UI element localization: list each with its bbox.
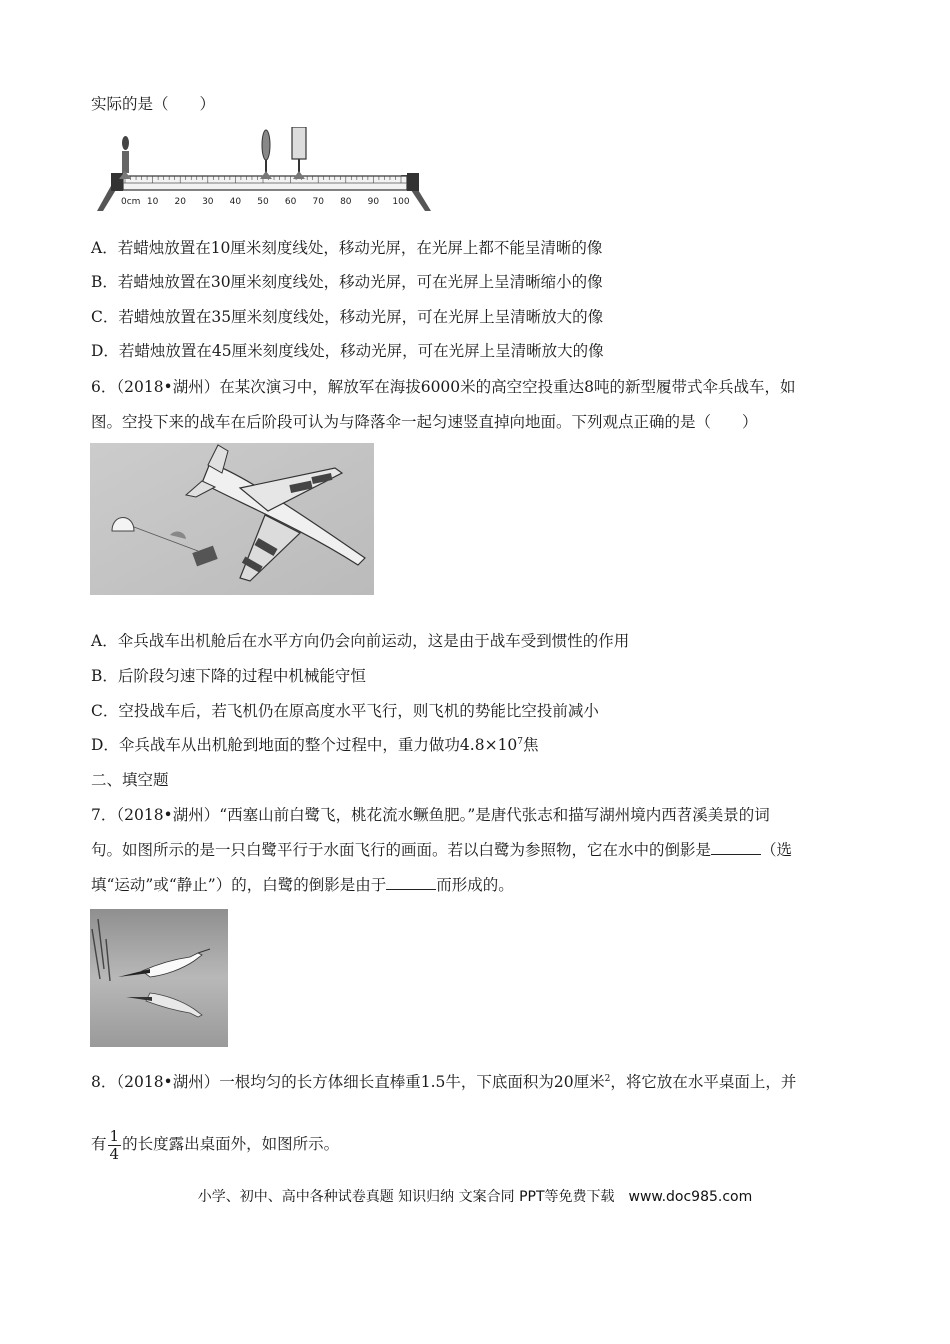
page-footer: 小学、初中、高中各种试卷真题 知识归纳 文案合同 PPT等免费下载 www.doc985.com — [197, 1189, 753, 1205]
q5-stem-tail: 实际的是（ ） — [91, 95, 216, 113]
bench-tick-label: 50 — [257, 197, 269, 207]
q7-stem-line2: 句。如图所示的是一只白鹭平行于水面飞行的画面。若以白鹭为参照物，它在水中的倒影是 （选 — [91, 841, 793, 859]
egret-photo — [90, 909, 228, 1047]
section-heading: 二、填空题 — [91, 771, 169, 789]
answer-blank-1[interactable] — [711, 840, 761, 855]
bench-tick-label: 90 — [367, 197, 380, 207]
q5-option-d: D．若蜡烛放置在45厘米刻度线处，移动光屏，可在光屏上呈清晰放大的像 — [91, 342, 604, 360]
bench-tick-label: 20 — [174, 197, 186, 207]
q6-option-b: B．后阶段匀速下降的过程中机械能守恒 — [91, 667, 366, 685]
q6-option-d: D．伞兵战车从出机舱到地面的整个过程中，重力做功$4.8\times 10^7$焦 — [91, 736, 539, 754]
optical-bench-figure — [95, 127, 435, 213]
q6-option-c: C．空投战车后，若飞机仍在原高度水平飞行，则飞机的势能比空投前减小 — [91, 702, 599, 720]
answer-blank-2[interactable] — [386, 875, 436, 890]
bench-tick-label: 70 — [312, 197, 324, 207]
q6-option-a: A．伞兵战车出机舱后在水平方向仍会向前运动，这是由于战车受到惯性的作用 — [91, 632, 630, 650]
q8-stem-line2: 有 $\frac{1}{4}$ 的长度露出桌面外，如图所示。 — [91, 1126, 340, 1163]
q7-stem-line1: 7．（2018•湖州）“西塞山前白鹭飞，桃花流水鳜鱼肥。”是唐代张志和描写湖州境内西苕溪美景的词 — [91, 806, 770, 824]
bench-tick-label: 30 — [202, 197, 214, 207]
q6-stem-line1: 6．（2018•湖州）在某次演习中，解放军在海拔6000米的高空空投重达8吨的新型履带式伞兵战车，如 — [91, 378, 796, 396]
q7-stem-line3: 填“运动”或“静止”）的，白鹭的倒影是由于 而形成的。 — [91, 876, 514, 894]
bench-tick-label: 0cm — [121, 197, 141, 207]
fraction-one-quarter: $\frac{1}{4}$ — [109, 1126, 120, 1163]
q5-option-a: A．若蜡烛放置在10厘米刻度线处，移动光屏，在光屏上都不能呈清晰的像 — [91, 239, 603, 257]
q6-stem-line2: 图。空投下来的战车在后阶段可认为与降落伞一起匀速竖直掉向地面。下列观点正确的是（ ） — [91, 413, 758, 431]
bench-tick-label: 60 — [284, 197, 297, 207]
bench-tick-label: 80 — [340, 197, 352, 207]
q5-option-c: C．若蜡烛放置在35厘米刻度线处，移动光屏，可在光屏上呈清晰放大的像 — [91, 308, 604, 326]
bench-tick-label: 100 — [392, 197, 410, 207]
q8-stem-line1: 8．（2018•湖州）一根均匀的长方体细长直棒重1.5牛，下底面积为20厘米$^2$，将它放在水平桌面上，并 — [91, 1073, 797, 1091]
q5-option-b: B．若蜡烛放置在30厘米刻度线处，移动光屏，可在光屏上呈清晰缩小的像 — [91, 273, 603, 291]
airdrop-plane-photo — [90, 443, 374, 595]
bench-tick-label: 40 — [229, 197, 242, 207]
bench-tick-label: 10 — [146, 197, 159, 207]
